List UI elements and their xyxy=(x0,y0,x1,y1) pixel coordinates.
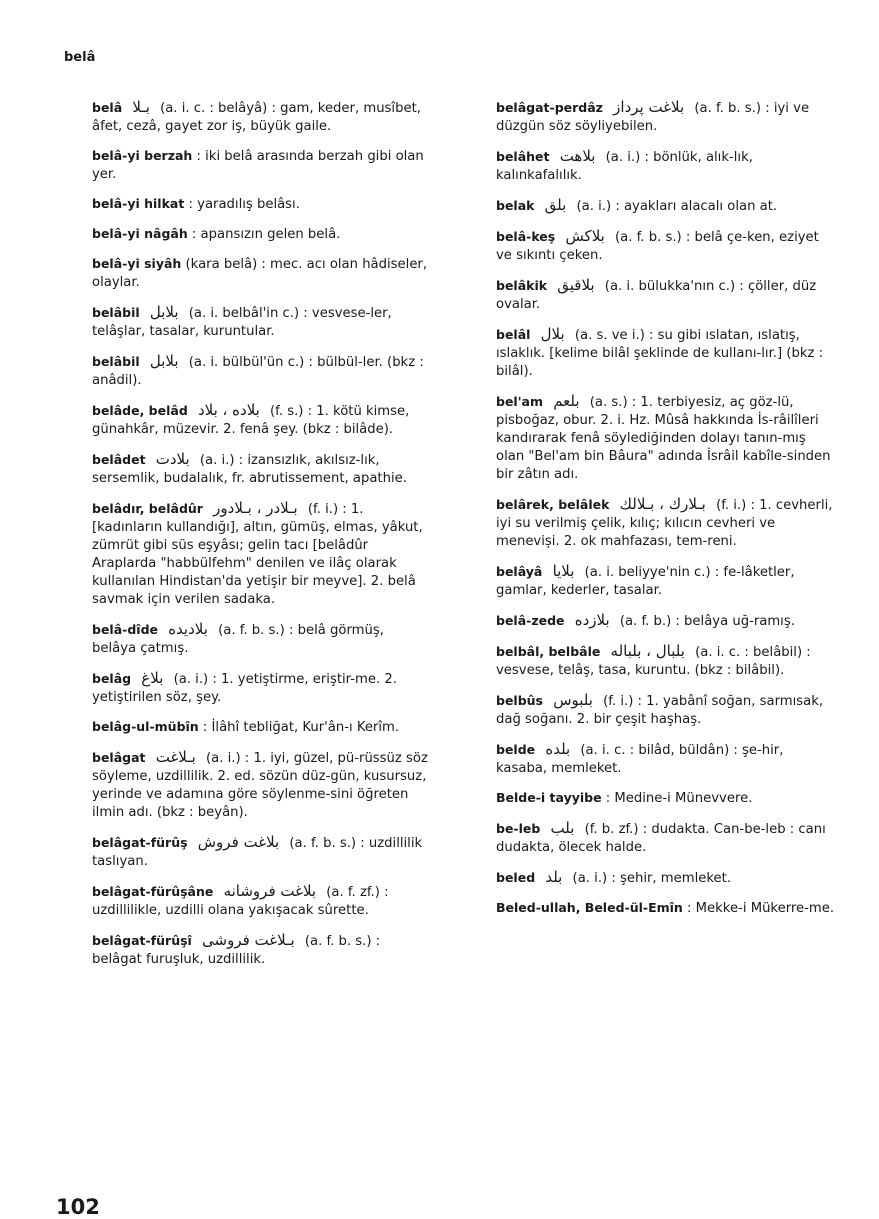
dictionary-entry xyxy=(54,499,432,609)
entry-definition: (a. i. c. : bilâd, büldân) : şe-hir, kasaba, memleket. xyxy=(496,743,784,776)
entry-arabic-script: بلادت xyxy=(155,450,190,468)
entry-definition: (a. s.) : 1. terbiyesiz, aç göz-lü, pisboğaz, obur. 2. i. Hz. Mûsâ hakkında İs-râilîleri kandırarak fenâ söylediğinden dolayı tanın-mış olan "Bel'am bin Bâura" adında İsrâil kabîle-sinden bir zâtın adı. xyxy=(496,395,831,482)
entry-arabic-script: بلال xyxy=(540,325,565,343)
entry-headword: belâdır, belâdûr xyxy=(92,501,203,516)
entry-headword: belâgat xyxy=(92,750,146,765)
entry-arabic-script: بلبوس xyxy=(553,691,593,709)
entry-arabic-script: بلاقيق xyxy=(557,276,595,294)
entry-definition: : İlâhî tebliğat, Kur'ân-ı Kerîm. xyxy=(198,720,400,735)
entry-definition: (a. f. b. s.) : uzdillilik taslıyan. xyxy=(92,836,423,869)
entry-definition: (f. i.) : 1. [kadınların kullandığı], altın, gümüş, elmas, yâkut, zümrüt gibi süs eşyâsı; gelin tacı [belâdûr Araplarda "habbülfehm" denilen ve ilâç olarak kullanılan Hindistan'da yetişir bir meyve]. 2. belâ savmak için verilen sadaka. xyxy=(92,502,423,607)
dictionary-entry xyxy=(458,325,836,381)
dictionary-entry xyxy=(458,691,836,729)
entry-definition: (a. i. beliyye'nin c.) : fe-lâketler, gamlar, kederler, tasalar. xyxy=(496,565,795,598)
entry-definition: (f. i.) : 1. cevherli, iyi su verilmiş çelik, kılıç; kılıcın cevheri ve meneviși. 2. ok mahfazası, tem-reni. xyxy=(496,498,833,549)
entry-headword: belâg-ul-mübîn xyxy=(92,719,199,734)
right-column xyxy=(458,98,836,929)
entry-definition: : apansızın gelen belâ. xyxy=(187,227,341,242)
dictionary-entry xyxy=(458,562,836,600)
entry-headword: belak xyxy=(496,198,535,213)
dictionary-entry xyxy=(458,740,836,778)
entry-definition: (a. f. b. s.) : belâ görmüş, belâya çatmış. xyxy=(92,623,384,656)
dictionary-entry xyxy=(458,819,836,857)
dictionary-entry xyxy=(54,718,432,737)
entry-definition: (a. i.) : izansızlık, akılsız-lık, sersemlik, budalalık, fr. abrutissement, apathie. xyxy=(92,453,407,486)
entry-headword: belâ-yi nâgâh xyxy=(92,226,188,241)
entry-definition: (a. i.) : bönlük, alık-lık, kalınkafalılık. xyxy=(496,150,753,183)
entry-headword: belâ-yi hilkat xyxy=(92,196,185,211)
entry-definition: (a. i. c. : belâyâ) : gam, keder, musîbet, âfet, cezâ, gayet zor iş, büyük gaile. xyxy=(92,101,421,134)
entry-headword: Belde-i tayyibe xyxy=(496,790,602,805)
entry-arabic-script: بـلاغت فروشى xyxy=(202,931,295,949)
entry-definition: (a. f. b.) : belâya uğ-ramış. xyxy=(615,614,795,629)
entry-arabic-script: بلازده xyxy=(574,611,610,629)
entry-headword: belâ-yi siyâh xyxy=(92,256,182,271)
entry-definition: (a. i.) : şehir, memleket. xyxy=(568,871,732,886)
entry-definition: (kara belâ) : mec. acı olan hâdiseler, olaylar. xyxy=(92,257,428,290)
entry-headword: belbâl, belbâle xyxy=(496,644,601,659)
dictionary-entry xyxy=(458,899,836,918)
entry-headword: belâyâ xyxy=(496,564,543,579)
dictionary-entry xyxy=(54,833,432,871)
entry-arabic-script: بلاكش xyxy=(565,227,605,245)
entry-definition: (a. f. b. s.) : belâgat furuşluk, uzdillilik. xyxy=(92,934,381,967)
entry-headword: belâbil xyxy=(92,305,140,320)
entry-arabic-script: بلايا xyxy=(552,562,575,580)
dictionary-entry xyxy=(458,495,836,551)
entry-arabic-script: بلاده ، بلاد xyxy=(197,401,260,419)
entry-definition: (f. b. zf.) : dudakta. Can-be-leb : canı dudakta, ölecek halde. xyxy=(496,822,826,855)
entry-definition: : Mekke-i Mükerre-me. xyxy=(682,901,835,916)
entry-headword: belârek, belâlek xyxy=(496,497,610,512)
entry-headword: belâde, belâd xyxy=(92,403,188,418)
entry-arabic-script: بـلاغت xyxy=(155,748,196,766)
entry-definition: (f. i.) : 1. yabânî soğan, sarmısak, dağ soğanı. 2. bir çeşit haşhaş. xyxy=(496,694,824,727)
dictionary-entry xyxy=(54,98,432,136)
dictionary-entry xyxy=(54,303,432,341)
entry-headword: belâgat-perdâz xyxy=(496,100,603,115)
running-header: belâ xyxy=(64,50,96,65)
entry-definition: (a. f. b. s.) : iyi ve düzgün söz söyliyebilen. xyxy=(496,101,810,134)
entry-definition: : yaradılış belâsı. xyxy=(184,197,300,212)
entry-headword: belâhet xyxy=(496,149,550,164)
entry-arabic-script: بلاهت xyxy=(559,147,596,165)
entry-definition: (a. i.) : 1. yetiştirme, eriştir-me. 2. yetiştirilen söz, şey. xyxy=(92,672,397,705)
entry-arabic-script: بلاغ xyxy=(141,669,164,687)
dictionary-entry xyxy=(458,98,836,136)
entry-headword: belâkik xyxy=(496,278,548,293)
entry-arabic-script: بـلارك ، بـلالك xyxy=(619,495,706,513)
dictionary-entry xyxy=(54,225,432,244)
entry-headword: beled xyxy=(496,870,536,885)
entry-headword: belâgat-fürûşâne xyxy=(92,884,214,899)
dictionary-entry xyxy=(54,931,432,969)
left-column xyxy=(54,98,432,980)
entry-arabic-script: بلب xyxy=(550,819,575,837)
entry-arabic-script: بلد xyxy=(545,868,563,886)
dictionary-entry xyxy=(54,195,432,214)
entry-headword: Beled-ullah, Beled-ül-Emîn xyxy=(496,900,683,915)
entry-headword: belde xyxy=(496,742,536,757)
entry-headword: bel'am xyxy=(496,394,543,409)
entry-headword: belbûs xyxy=(496,693,543,708)
dictionary-entry xyxy=(458,147,836,185)
entry-arabic-script: بـلادر ، بـلادور xyxy=(213,499,298,517)
dictionary-entry xyxy=(54,401,432,439)
entry-definition: (a. i.) : 1. iyi, güzel, pü-rüssüz söz söyleme, uzdillilik. 2. ed. sözün düz-gün, kusursuz, yerinde ve adamına göre söylenme-sini öğreten ilmin adı. (bkz : beyân). xyxy=(92,751,428,820)
dictionary-entry xyxy=(458,789,836,808)
entry-arabic-script: بلاغت فروشانه xyxy=(223,882,317,900)
entry-arabic-script: بلعم xyxy=(553,392,580,410)
entry-definition: : Medine-i Münevvere. xyxy=(601,791,753,806)
entry-arabic-script: بلاديده xyxy=(168,620,208,638)
entry-definition: : iki belâ arasında berzah gibi olan yer. xyxy=(92,149,424,182)
entry-definition: (a. i. belbâl'in c.) : vesvese-ler, telâşlar, tasalar, kuruntular. xyxy=(92,306,392,339)
entry-arabic-script: بلاغت پرداز xyxy=(613,98,685,116)
dictionary-entry xyxy=(54,620,432,658)
dictionary-entry xyxy=(458,868,836,888)
entry-headword: be-leb xyxy=(496,821,541,836)
entry-definition: (a. s. ve i.) : su gibi ıslatan, ıslatış, ıslaklık. [kelime bilâl şeklinde de kullanı-lır.] (bkz : bilâl). xyxy=(496,328,824,379)
entry-headword: belâgat-fürûş xyxy=(92,835,188,850)
entry-headword: belâbil xyxy=(92,354,140,369)
dictionary-entry xyxy=(54,255,432,292)
entry-headword: belâg xyxy=(92,671,132,686)
dictionary-entry xyxy=(458,642,836,680)
entry-definition: (a. i. c. : belâbil) : vesvese, telâş, tasa, kuruntu. (bkz : bilâbil). xyxy=(496,645,811,678)
entry-headword: belâgat-fürûşî xyxy=(92,933,192,948)
dictionary-entry xyxy=(54,450,432,488)
page-number: 102 xyxy=(56,1195,100,1219)
entry-headword: belâ-zede xyxy=(496,613,565,628)
entry-headword: belâ xyxy=(92,100,123,115)
dictionary-entry xyxy=(54,882,432,920)
entry-definition: (f. s.) : 1. kötü kimse, günahkâr, müzevir. 2. fenâ şey. (bkz : bilâde). xyxy=(92,404,410,437)
entry-headword: belâ-yi berzah xyxy=(92,148,193,163)
entry-definition: (a. i. bülbül'ün c.) : bülbül-ler. (bkz : anâdil). xyxy=(92,355,424,388)
entry-arabic-script: بلده xyxy=(545,740,571,758)
entry-definition: (a. f. b. s.) : belâ çe-ken, eziyet ve sıkıntı çeken. xyxy=(496,230,819,263)
dictionary-entry xyxy=(458,196,836,216)
entry-headword: belâ-dîde xyxy=(92,622,158,637)
entry-arabic-script: بلاغت فروش xyxy=(197,833,280,851)
entry-arabic-script: بلق xyxy=(544,196,567,214)
entry-arabic-script: بلبال ، بلباله xyxy=(610,642,685,660)
dictionary-entry xyxy=(458,276,836,314)
entry-arabic-script: بلابل xyxy=(149,303,179,321)
entry-definition: (a. i. bülukka'nın c.) : çöller, düz ovalar. xyxy=(496,279,817,312)
entry-definition: (a. f. zf.) : uzdillilikle, uzdilli olana yakışacak sûrette. xyxy=(92,885,389,918)
entry-arabic-script: بـلا xyxy=(132,98,150,116)
entry-headword: belâ-keş xyxy=(496,229,556,244)
entry-headword: belâl xyxy=(496,327,531,342)
dictionary-entry xyxy=(458,227,836,265)
entry-arabic-script: بلابل xyxy=(149,352,179,370)
dictionary-entry xyxy=(54,669,432,707)
dictionary-entry xyxy=(54,748,432,822)
dictionary-entry xyxy=(54,352,432,390)
entry-definition: (a. i.) : ayakları alacalı olan at. xyxy=(572,199,778,214)
dictionary-entry xyxy=(54,147,432,184)
dictionary-entry xyxy=(458,611,836,631)
dictionary-entry xyxy=(458,392,836,484)
entry-headword: belâdet xyxy=(92,452,146,467)
